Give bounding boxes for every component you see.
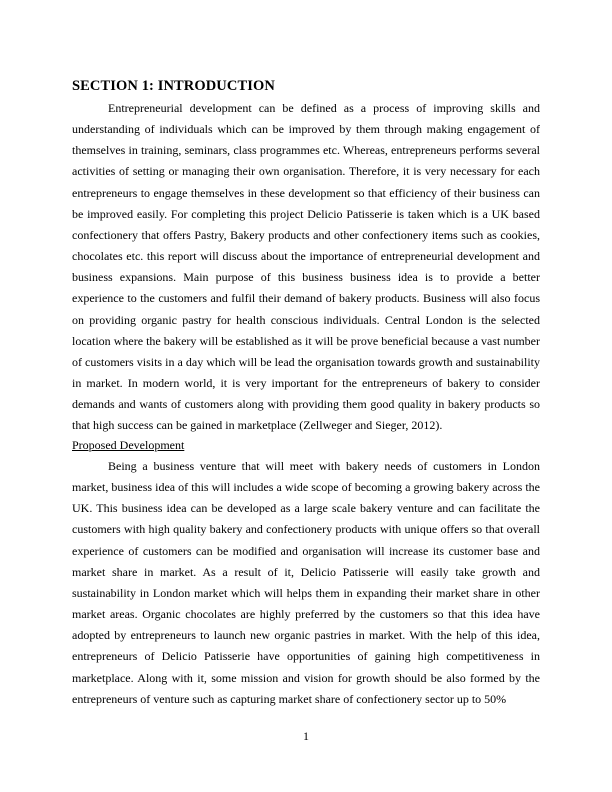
introduction-paragraph: Entrepreneurial development can be defined as a process of improving skills and understanding of individuals which can be improved by them through making engagement of themselves in training, seminars, class programmes etc. Whereas, entrepreneurs performs several activities of setting or managing their own organisation. Therefore, it is very necessary for each entrepreneurs to engage themselves in these development so that efficiency of their business can be improved easily. For completing this project Delicio Patisserie is taken which is a UK based confectionery that offers Pastry, Bakery products and other confectionery items such as cookies, chocolates etc. this report will discuss about the importance of entrepreneurial development and business expansions. Main purpose of this business business idea is to provide a better experience to the customers and fulfil their demand of bakery products. Business will also focus on providing organic pastry for health conscious individuals. Central London is the selected location where the bakery will be established as it will be prove beneficial because a vast number of customers visits in a day which will be lead the organisation towards growth and sustainability in market. In modern world, it is very important for the entrepreneurs of bakery to consider demands and wants of customers along with providing them good quality in bakery products so that high success can be gained in marketplace (Zellweger and Sieger, 2012). — [72, 101, 540, 433]
section-heading: SECTION 1: INTRODUCTION — [72, 78, 275, 94]
proposed-development-paragraph: Being a business venture that will meet with bakery needs of customers in London market, business idea of this will includes a wide scope of becoming a growing bakery across the UK. This business idea can be developed as a large scale bakery venture and can facilitate the customers with high quality bakery and confectionery products with unique offers so that overall experience of customers can be modified and organisation will increase its customer base and market share in market. As a result of it, Delicio Patisserie will easily take growth and sustainability in London market which will helps them in expanding their market share in other market areas. Organic chocolates are highly preferred by the customers so that this idea have adopted by entrepreneurs to launch new organic pastries in market. With the help of this idea, entrepreneurs of Delicio Patisserie have opportunities of gaining high competitiveness in marketplace. Along with it, some mission and vision for growth should be also formed by the entrepreneurs of venture such as capturing market share of confectionery sector up to 50% — [72, 459, 540, 706]
page-number: 1 — [303, 729, 309, 743]
proposed-development-subheading: Proposed Development — [72, 438, 185, 452]
